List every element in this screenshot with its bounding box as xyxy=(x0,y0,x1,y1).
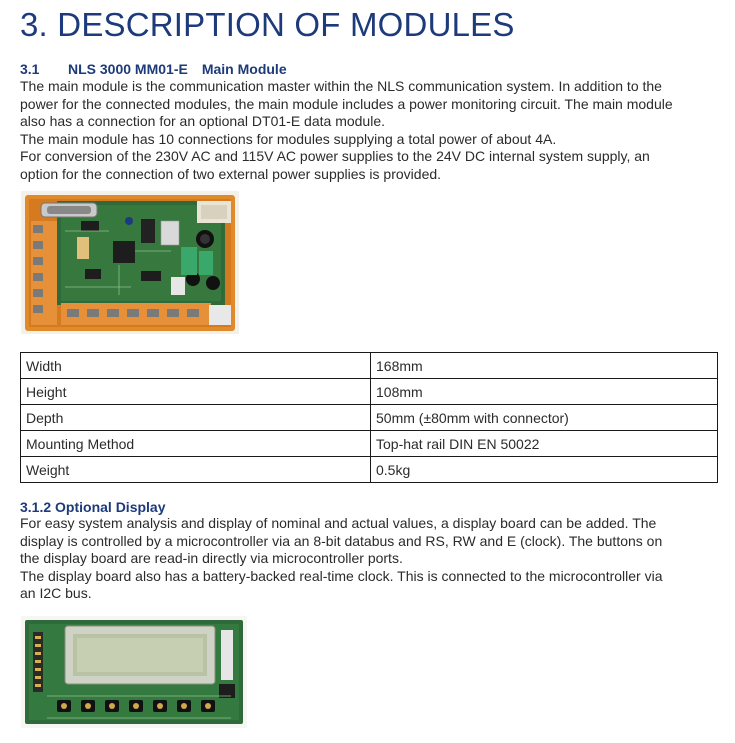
table-cell-label: Height xyxy=(21,379,371,405)
table-cell-label: Depth xyxy=(21,405,371,431)
table-row xyxy=(21,379,718,405)
text-line: power for the connected modules, the main module includes a power monitoring circuit. The main module xyxy=(20,95,673,112)
table-row xyxy=(21,353,718,379)
specification-table xyxy=(20,352,718,483)
table-cell-value: 0.5kg xyxy=(371,457,718,483)
text-line: For conversion of the 230V AC and 115V AC power supplies to the 24V DC internal system supply, an xyxy=(20,148,650,165)
main-module-description xyxy=(20,78,720,184)
text-line: The main module is the communication master within the NLS communication system. In addition to the xyxy=(20,78,662,94)
text-line: the display board are read-in directly via microcontroller ports. xyxy=(20,550,403,567)
text-line: The main module has 10 connections for modules supplying a total power of about 4A. xyxy=(20,130,557,147)
text-line: also has a connection for an optional DT01-E data module. xyxy=(20,113,386,130)
text-line: display is controlled by a microcontroller via an 8-bit databus and RS, RW and E (clock). The buttons on xyxy=(20,532,663,549)
text-line: an I2C bus. xyxy=(20,585,92,602)
text-line: The display board also has a battery-backed real-time clock. This is connected to the microcontroller via xyxy=(20,567,663,584)
section-heading-3-1 xyxy=(20,61,287,77)
table-row xyxy=(21,431,718,457)
table-cell-label: Weight xyxy=(21,457,371,483)
module-code: NLS 3000 MM01-E xyxy=(68,61,188,77)
display-board-photo xyxy=(21,616,247,728)
table-cell-value: 168mm xyxy=(371,353,718,379)
section-title: Main Module xyxy=(201,61,287,77)
chapter-title: 3. DESCRIPTION OF MODULES xyxy=(20,6,515,43)
table-cell-label: Width xyxy=(21,353,371,379)
text-line: option for the connection of two external power supplies is provided. xyxy=(20,165,442,182)
table-cell-value: Top-hat rail DIN EN 50022 xyxy=(371,431,718,457)
main-module-photo xyxy=(21,191,239,334)
text-line: For easy system analysis and display of nominal and actual values, a display board can be added. The xyxy=(20,515,657,531)
table-row xyxy=(21,405,718,431)
table-row xyxy=(21,457,718,483)
table-cell-label: Mounting Method xyxy=(21,431,371,457)
table-cell-value: 108mm xyxy=(371,379,718,405)
section-heading-3-1-2: 3.1.2 Optional Display xyxy=(20,499,166,515)
optional-display-description xyxy=(20,515,720,603)
section-number: 3.1 xyxy=(20,61,40,77)
table-cell-value: 50mm (±80mm with connector) xyxy=(371,405,718,431)
